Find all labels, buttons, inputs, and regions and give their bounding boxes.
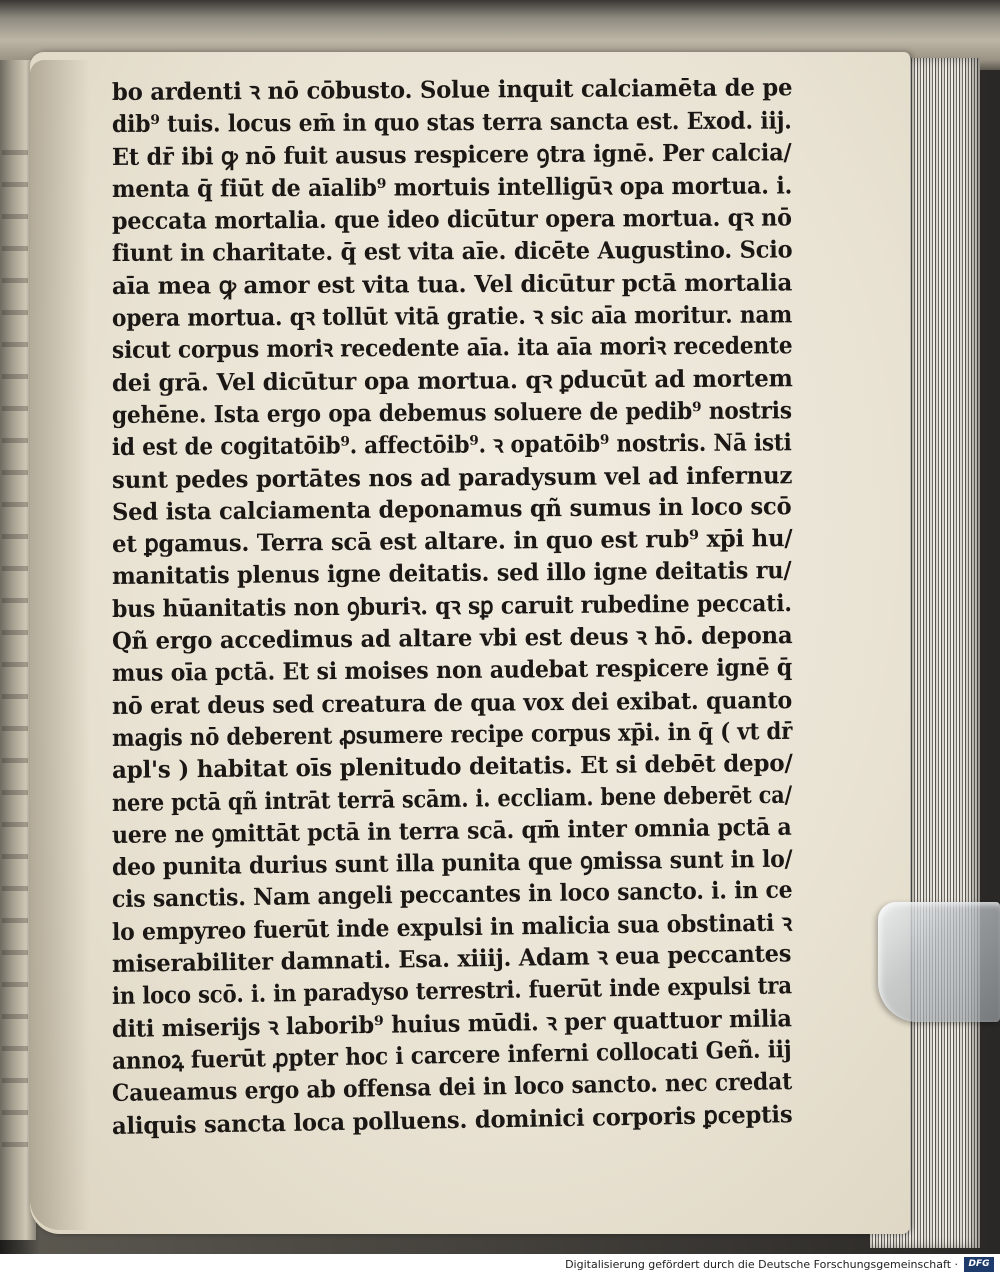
digitization-credit: Digitalisierung gefördert durch die Deutsche Forschungsgemeinschaft ·	[565, 1258, 958, 1271]
text-line: aliquis sancta loca polluens. dominici corporis ꝑceptis	[111, 1099, 793, 1140]
text-line: Et dr̄ ibi ꝙ nō fuit ausus respicere ꝯtra ignē. Per calcia/	[111, 137, 792, 171]
footer-bar	[0, 1254, 1000, 1276]
gutter-shadow	[30, 60, 90, 1230]
text-line: manitatis plenus igne deitatis. sed illo igne deitatis ru/	[111, 556, 792, 591]
text-line: fiunt in charitate. q̄ est vita aīe. dicēte Augustino. Scio	[111, 235, 793, 268]
text-line: sunt pedes portātes nos ad paradysum vel ad infernuz	[111, 460, 793, 494]
text-line: Qñ ergo accedimus ad altare vbi est deus ꝛ hō. depona	[111, 621, 793, 656]
text-line: cis sanctis. Nam angeli peccantes in loco sancto. i. in ce	[111, 875, 793, 914]
text-line: dei grā. Vel dicūtur opa mortua. qꝛ ꝑducūt ad mortem	[111, 363, 793, 397]
text-line: menta q̄ fiūt de aīalib⁹ mortuis intelligūꝛ opa mortua. i.	[111, 171, 793, 203]
text-line: nere pctā qñ intrāt terrā scām. i. eccliam. bene deberēt ca/	[111, 780, 793, 817]
text-line: apl's ) habitat oīs plenitudo deitatis. Et si debēt depo/	[111, 749, 793, 785]
text-line: sicut corpus moriꝛ recedente aīa. ita aīa moriꝛ recedente	[111, 331, 793, 365]
text-line: in loco scō. i. in paradyso terrestri. fuerūt inde expulsi tra	[111, 971, 793, 1011]
text-line: aīa mea ꝙ amor est vita tua. Vel dicūtur pctā mortalia	[111, 268, 793, 300]
facing-page-text	[2, 150, 28, 1150]
text-line: miserabiliter damnati. Esa. xiiij. Adam ꝛ eua peccantes	[111, 939, 792, 979]
dfg-logo: DFG	[964, 1257, 994, 1272]
text-line: deo punita durius sunt illa punita que ꝯmissa sunt in lo/	[111, 844, 793, 882]
text-line: bo ardenti ꝛ nō cōbusto. Solue inquit calciamēta de pe	[111, 73, 793, 106]
text-line: mus oīa pctā. Et si moises non audebat respicere ignē q̄	[111, 653, 793, 688]
text-line: dib⁹ tuis. locus em̄ in quo stas terra sancta est. Exod. iij.	[111, 106, 792, 139]
text-line: diti miserijs ꝛ laborib⁹ huius mūdi. ꝛ per quattuor milia	[111, 1003, 792, 1043]
text-line: bus hūanitatis non ꝯburiꝛ. qꝛ sꝑ caruit rubedine peccati.	[111, 588, 792, 623]
page-clip	[878, 902, 1000, 1022]
page-text-block	[111, 73, 802, 1142]
text-line: magis nō deberent ꝓsumere recipe corpus xp̄i. in q̄ ( vt dr̄	[111, 716, 793, 752]
text-line: gehēne. Ista ergo opa debemus soluere de pedib⁹ nostris	[111, 396, 792, 429]
text-line: opera mortua. qꝛ tollūt vitā gratie. ꝛ sic aīa moritur. nam	[111, 300, 793, 333]
text-line: peccata mortalia. que ideo dicūtur opera mortua. qꝛ nō	[111, 203, 792, 236]
text-line: nō erat deus sed creatura de qua vox dei exibat. quanto	[111, 685, 793, 720]
text-line: Caueamus ergo ab offensa dei in loco sancto. nec credat	[111, 1067, 793, 1108]
text-line: et ꝑgamus. Terra scā est altare. in quo est rub⁹ xp̄i hu/	[111, 524, 793, 559]
text-line: annoꝝ fuerūt ꝓpter hoc i carcere inferni collocati Geñ. iij	[111, 1035, 792, 1075]
text-line: uere ne ꝯmittāt pctā in terra scā. qm̄ inter omnia pctā a	[111, 812, 792, 849]
text-line: id est de cogitatōib⁹. affectōib⁹. ꝛ opatōib⁹ nostris. Nā isti	[111, 428, 792, 462]
text-line: lo empyreo fuerūt inde expulsi in malicia sua obstinati ꝛ	[111, 908, 793, 946]
text-line: Sed ista calciamenta deponamus qñ sumus in loco scō	[111, 491, 792, 526]
